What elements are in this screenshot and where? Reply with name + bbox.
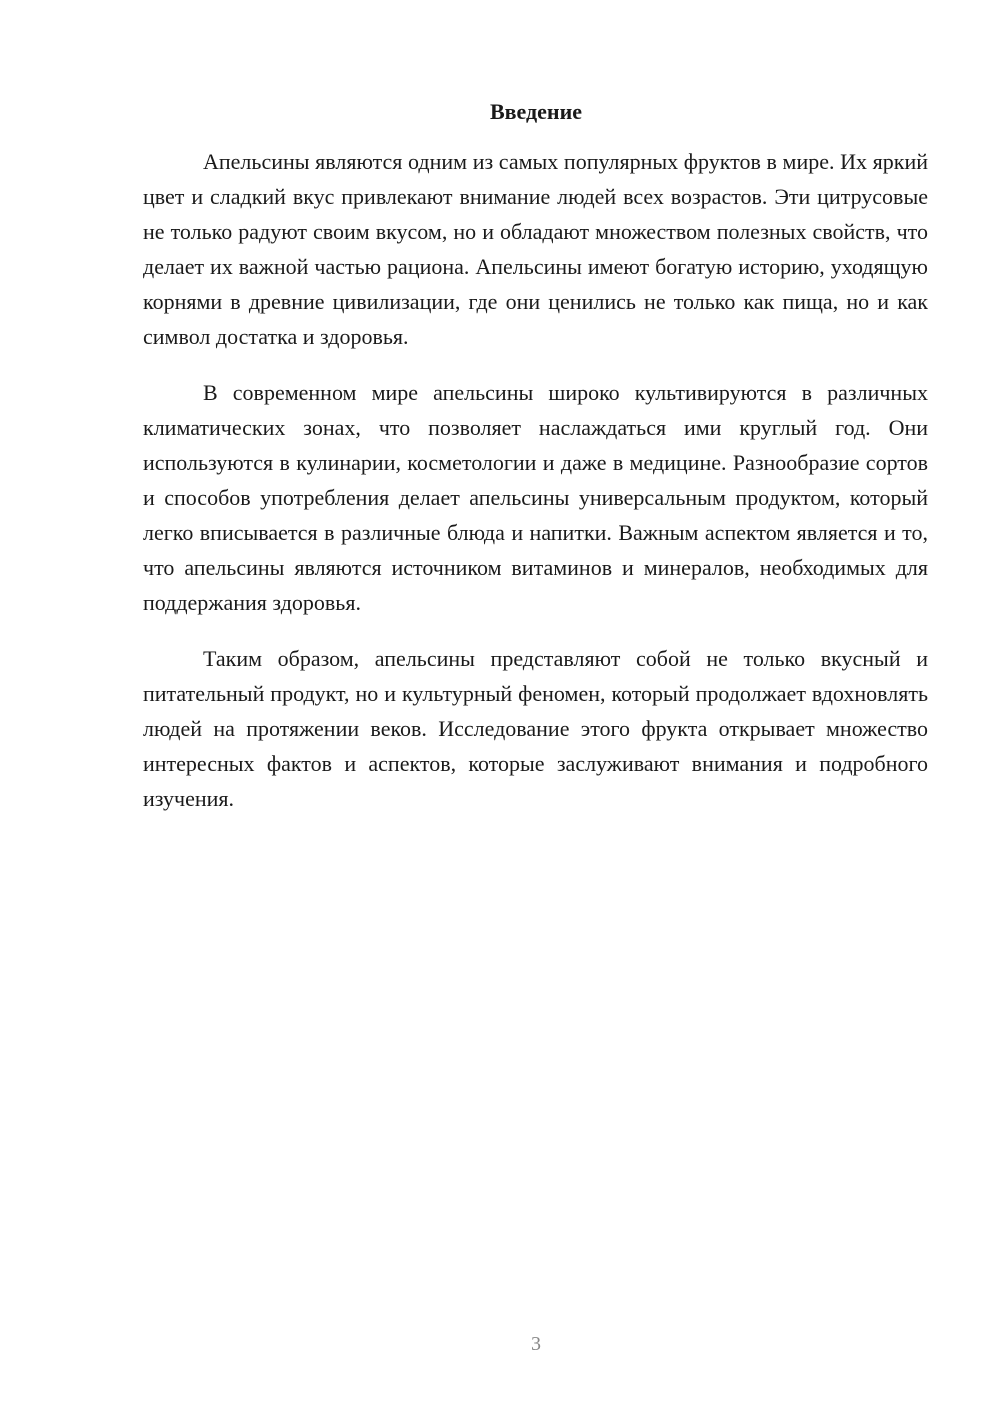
paragraph-2: В современном мире апельсины широко культивируются в различных климатических зонах, что позволяет наслаждаться ими круглый год. Они используются в кулинарии, косметологии и даже в медицине. Разнообразие сортов и способов употребления делает апельсины универсальным продуктом, который легко вписывается в различные блюда и напитки. Важным аспектом является и то, что апельсины являются источником витаминов и минералов, необходимых для поддержания здоровья. <box>143 380 928 615</box>
page-number: 3 <box>531 1333 541 1355</box>
body-text <box>143 144 928 837</box>
section-title: Введение <box>489 99 583 124</box>
paragraph-3: Таким образом, апельсины представляют собой не только вкусный и питательный продукт, но и культурный феномен, который продолжает вдохновлять людей на протяжении веков. Исследование этого фрукта открывает множество интересных фактов и аспектов, которые заслуживают внимания и подробного изучения. <box>143 646 928 811</box>
paragraph-1: Апельсины являются одним из самых популярных фруктов в мире. Их яркий цвет и сладкий вкус привлекают внимание людей всех возрастов. Эти цитрусовые не только радуют своим вкусом, но и обладают множеством полезных свойств, что делает их важной частью рациона. Апельсины имеют богатую историю, уходящую корнями в древние цивилизации, где они ценились не только как пища, но и как символ достатка и здоровья. <box>143 149 928 349</box>
